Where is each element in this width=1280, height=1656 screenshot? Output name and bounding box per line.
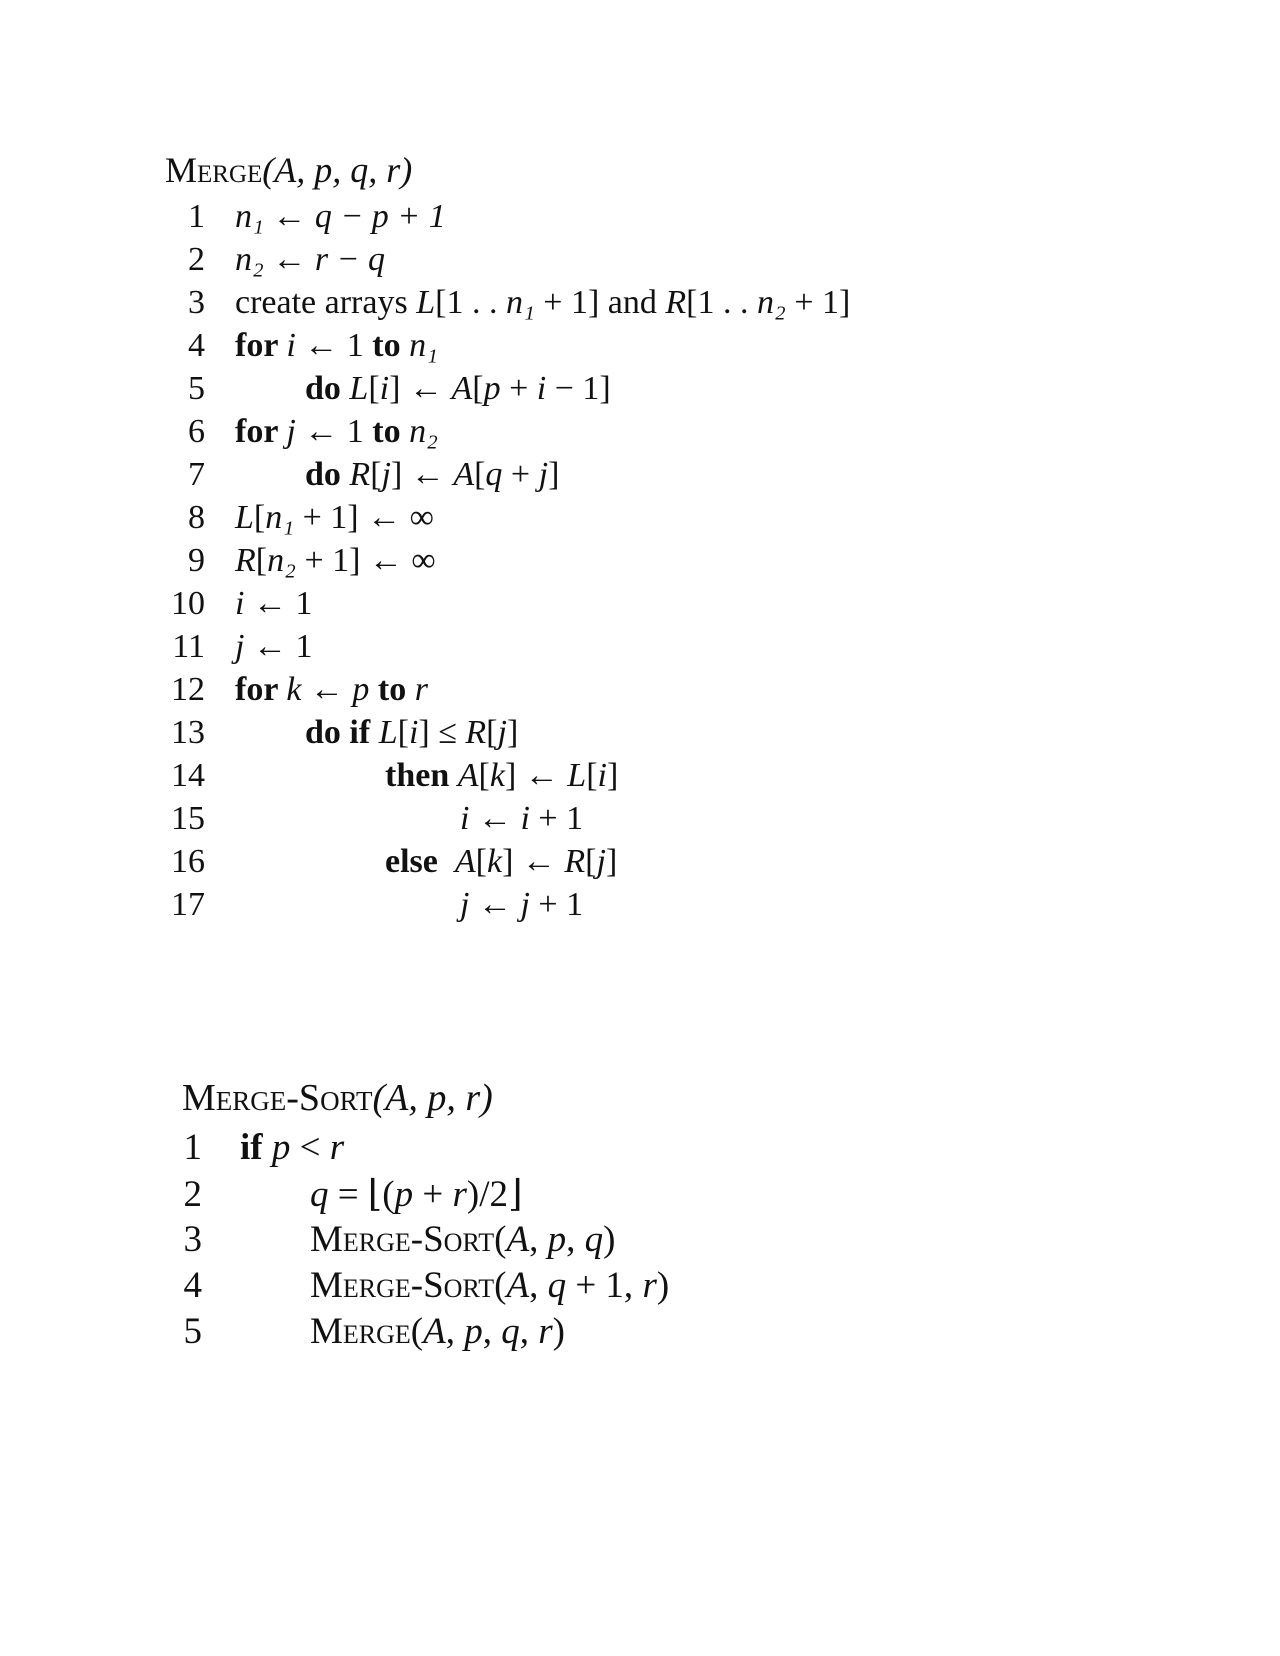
keyword: for [235,327,287,364]
keyword: if [240,1127,272,1168]
line-code [235,886,583,924]
math-var: n₂ [409,413,438,450]
line-code [235,241,385,279]
line-number: 3 [183,1219,202,1260]
math-var: n₁ [505,284,535,321]
math-var: L [378,714,398,751]
text: [ [368,370,380,407]
math-var: A [453,456,475,493]
code-line [165,585,850,628]
merge-procedure [165,148,850,929]
math-var: i [536,370,547,407]
math-var: n₁ ← q − p + 1 [235,198,446,235]
text: [ [586,757,598,794]
text: ( [494,1265,507,1306]
keyword: else [385,843,455,880]
keyword: do [305,370,350,407]
math-var: p [394,1174,414,1215]
math-var: n₁ [409,327,438,364]
text: ] ← [504,757,568,794]
math-var: R [465,714,487,751]
keyword: do if [305,714,379,751]
text: + [413,1174,453,1215]
line-number: 7 [188,456,205,493]
math-var: n₂ [267,542,296,579]
keyword: for [235,413,287,450]
text: + [502,456,539,493]
line-number: 10 [171,585,205,622]
line-number: 8 [188,499,205,536]
text: − 1] [546,370,611,407]
keyword: to [369,671,415,708]
text: , [482,1311,502,1352]
line-code [235,843,617,881]
merge-sort-code-lines [182,1126,669,1356]
text: ) [656,1265,670,1306]
text: < [290,1127,330,1168]
line-number: 16 [171,843,205,880]
text: )/2⌋ [466,1174,523,1215]
text: [ [486,714,498,751]
math-var: R [665,284,687,321]
math-var: i [408,714,419,751]
text: ( [410,1311,424,1352]
text: [ [255,542,268,579]
line-code [240,1310,565,1353]
line-code [235,284,850,322]
line-number: 1 [183,1127,202,1168]
code-line [165,886,850,929]
code-line [182,1218,669,1264]
code-line [165,413,850,456]
text: ] ← [502,843,565,880]
code-line [165,198,850,241]
math-var: p [464,1311,483,1352]
code-line [165,757,850,800]
code-line [165,671,850,714]
math-var: n₂ ← r − q [235,241,385,278]
line-number: 4 [188,327,205,364]
math-var: n₁ [265,499,295,536]
line-code [240,1172,522,1216]
math-var: q [584,1219,604,1260]
procedure-call: Merge-Sort [310,1219,495,1260]
math-var: i [235,585,245,622]
math-var: A [451,370,473,407]
math-var: R [564,843,586,880]
code-line [165,370,850,413]
math-var: j [381,456,391,493]
text: + 1 [529,800,584,837]
math-var: j [497,714,507,751]
text: [ [474,456,486,493]
line-code [235,714,518,752]
math-var: n₂ [756,284,786,321]
math-var: A [506,1219,530,1260]
text: + 1 [529,886,584,923]
text: ] [606,757,619,794]
text: , [566,1219,585,1260]
code-line [165,327,850,370]
math-var: j [520,886,530,923]
math-var: r [642,1265,657,1306]
keyword: to [372,413,410,450]
math-var: A [506,1265,530,1306]
code-line [182,1172,669,1218]
line-number: 12 [171,671,205,708]
math-var: p [547,1219,567,1260]
math-var: p [483,370,501,407]
math-var: L [567,757,587,794]
math-var: q [501,1311,520,1352]
math-var: q [485,456,503,493]
text: ] [548,456,560,493]
math-var: i [460,800,470,837]
math-var: L [416,284,436,321]
line-code [235,671,428,709]
text: [1 . . [435,284,506,321]
text: ← 1 [295,413,373,450]
text: + 1] ← ∞ [295,542,436,579]
text: ← [469,800,521,837]
text: ← 1 [244,628,313,665]
math-var: L [349,370,369,407]
text: [ [585,843,597,880]
math-var: k [489,757,505,794]
code-line [182,1126,669,1172]
text: , [529,1265,548,1306]
math-var: i [379,370,390,407]
text: ← 1 [244,585,313,622]
text: [1 . . [686,284,757,321]
code-line [165,714,850,757]
text: + [500,370,537,407]
math-var: j [286,413,296,450]
line-code [235,542,436,580]
merge-sort-title-name: Merge-Sort [182,1077,373,1119]
code-line [165,241,850,284]
math-var: k [286,671,302,708]
code-line [165,843,850,886]
text: ] [506,714,519,751]
procedure-call: Merge-Sort [310,1265,495,1306]
code-line [165,284,850,327]
merge-sort-procedure [182,1076,669,1356]
line-code [235,800,583,838]
text: + 1] ← ∞ [294,499,434,536]
code-line [165,499,850,542]
line-code [235,628,312,666]
text: ] [605,843,618,880]
merge-title [165,148,850,192]
math-var: q [310,1174,329,1215]
line-number: 13 [171,714,205,751]
math-var: A [423,1311,446,1352]
math-var: j [596,843,606,880]
text: [ [478,757,490,794]
line-code [235,757,618,795]
math-var: r [329,1127,345,1168]
merge-title-name: Merge [165,150,263,190]
line-number: 5 [188,370,205,407]
math-var: i [286,327,296,364]
text: = ⌊( [328,1174,395,1215]
text: + 1, [566,1265,643,1306]
keyword: to [372,327,410,364]
code-line [165,542,850,585]
text: ) [552,1311,565,1352]
line-code [235,370,611,408]
math-var: R [349,456,371,493]
line-code [235,413,438,451]
text: + 1] and [534,284,666,321]
merge-sort-title [182,1076,669,1120]
text: ] ≤ [418,714,466,751]
line-number: 6 [188,413,205,450]
math-var: R [235,542,256,579]
math-var: k [486,843,503,880]
text: ] ← [390,456,454,493]
code-line [165,456,850,499]
text: , [445,1311,465,1352]
math-var: i [597,757,607,794]
math-var: j [235,628,245,665]
math-var: i [520,800,530,837]
merge-sort-title-args: (A, p, r) [372,1077,493,1119]
line-number: 4 [183,1265,202,1306]
math-var: q [547,1265,567,1306]
math-var: A [454,843,476,880]
line-code [240,1264,669,1307]
line-number: 14 [171,757,205,794]
code-line [182,1310,669,1356]
math-var: j [460,886,470,923]
line-number: 11 [172,628,205,665]
line-number: 2 [183,1174,202,1215]
line-code [235,198,446,236]
text: , [519,1311,539,1352]
text: ) [603,1219,616,1260]
text: ] ← [389,370,452,407]
line-number: 2 [188,241,205,278]
procedure-call: Merge [310,1311,411,1352]
line-number: 9 [188,542,205,579]
line-number: 5 [183,1311,202,1352]
text: ← [301,671,353,708]
line-code [240,1218,615,1261]
line-number: 1 [188,198,205,235]
text: [ [370,456,382,493]
math-var: A [457,757,479,794]
line-number: 15 [171,800,205,837]
math-var: p [352,671,370,708]
code-line [165,628,850,671]
code-line [182,1264,669,1310]
line-code [240,1126,344,1169]
math-var: L [235,499,254,536]
line-number: 3 [188,284,205,321]
math-var: j [538,456,549,493]
math-var: r [414,671,428,708]
line-code [235,456,559,494]
keyword: then [385,757,458,794]
math-var: r [452,1174,467,1215]
text: create arrays [235,284,417,321]
text: ← 1 [295,327,373,364]
line-code [235,499,434,537]
text: [ [475,843,487,880]
text: ( [494,1219,507,1260]
text: [ [253,499,266,536]
code-line [165,800,850,843]
line-code [235,585,312,623]
keyword: do [305,456,350,493]
math-var: p [271,1127,291,1168]
line-code [235,327,438,365]
text: [ [397,714,409,751]
merge-title-args: (A, p, q, r) [262,150,413,190]
text: , [529,1219,548,1260]
text: [ [472,370,484,407]
keyword: for [235,671,287,708]
merge-code-lines [165,198,850,929]
text: ← [469,886,521,923]
line-number: 17 [171,886,205,923]
math-var: r [538,1311,553,1352]
text: + 1] [785,284,851,321]
